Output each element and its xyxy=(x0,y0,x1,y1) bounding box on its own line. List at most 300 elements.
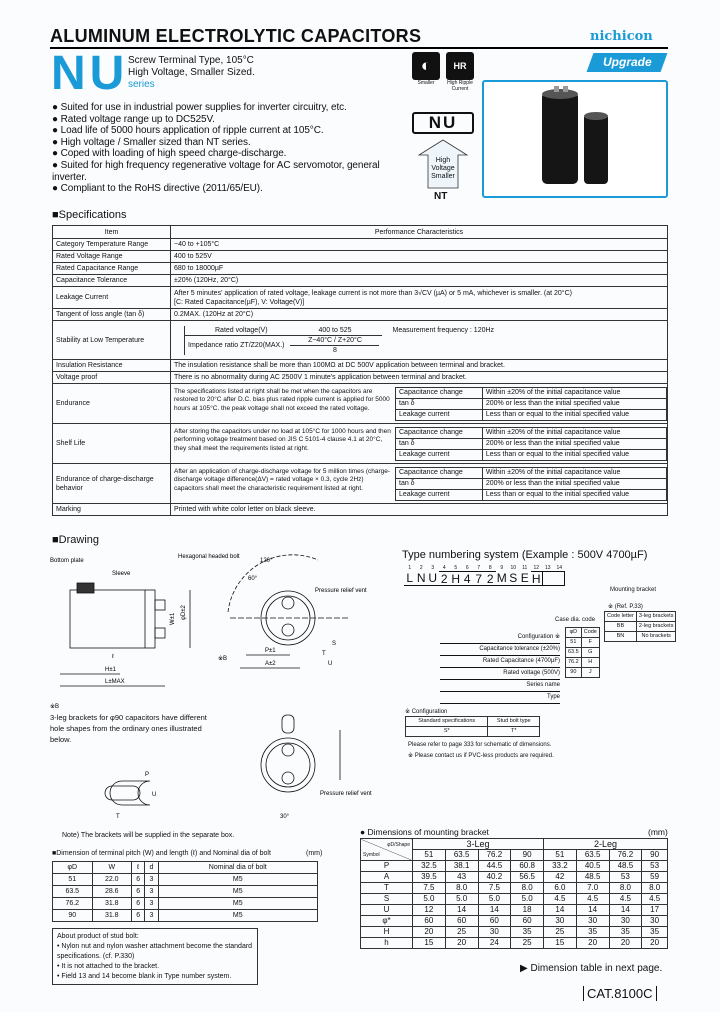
terminal-head-row xyxy=(53,862,318,874)
ell-label: ℓ xyxy=(112,654,114,660)
criteria-name: Capacitance change xyxy=(396,467,483,478)
code-field-label: Rated voltage (500V) xyxy=(440,668,560,680)
criteria-value: Within ±20% of the initial capacitance value xyxy=(482,467,666,478)
bracket-cell: 48.5 xyxy=(609,861,642,872)
bracket-code-cell: No brackets xyxy=(636,632,676,642)
dia-cell: 63.5 xyxy=(576,850,609,861)
code-field-label: Configuration ※ xyxy=(440,632,560,644)
case-cell: H xyxy=(581,658,599,668)
bracket-cell: 43 xyxy=(445,872,478,883)
criteria-name: tan δ xyxy=(396,398,483,409)
bracket-row xyxy=(361,927,668,938)
diameter-label: φD±2 xyxy=(181,605,187,620)
bullet-icon: ● xyxy=(52,136,61,148)
terminal-cell: 6 xyxy=(132,898,145,910)
terminal-cell: 63.5 xyxy=(53,886,93,898)
criteria-name: tan δ xyxy=(396,478,483,489)
bracket-cell: 4.5 xyxy=(609,894,642,905)
code-position xyxy=(450,565,462,586)
bracket-code-row xyxy=(605,632,676,642)
bracket-cell: 56.5 xyxy=(511,872,544,883)
impedance-table xyxy=(184,326,382,355)
row-label: Endurance of charge-discharge behavior xyxy=(53,464,171,504)
bracket-row xyxy=(361,905,668,916)
terminal-cell: 28.6 xyxy=(92,886,132,898)
vent-label: Pressure relief vent xyxy=(315,588,367,594)
code-field-label: Rated Capacitance (4700µF) xyxy=(440,656,560,668)
symbol-cell: T xyxy=(361,883,413,894)
bracket-code-cell: 2-leg brackets xyxy=(636,622,676,632)
ref-label: ※ (Ref. P.33) xyxy=(608,604,643,610)
terminal-head: W xyxy=(92,862,132,874)
row-value: 0.2MAX. (120Hz at 20°C) xyxy=(171,309,668,321)
terminal-cell: 51 xyxy=(53,874,93,886)
criteria-name: Capacitance change xyxy=(396,387,483,398)
bracket-cell: 35 xyxy=(511,927,544,938)
symbol-cell: U xyxy=(361,905,413,916)
row-label: Marking xyxy=(53,504,171,516)
bracket-cell: 25 xyxy=(511,938,544,949)
bracket-cell: 32.5 xyxy=(413,861,446,872)
code-position xyxy=(427,565,439,586)
criteria-value: Less than or equal to the initial specified value xyxy=(482,489,666,500)
row-label: Tangent of loss angle (tan δ) xyxy=(53,309,171,321)
config-value: S* xyxy=(406,727,488,737)
position-number: 14 xyxy=(556,565,563,571)
position-number: 9 xyxy=(500,565,504,571)
terminal-cell: 31.8 xyxy=(92,898,132,910)
row-value: There is no abnormality during AC 2500V 1 minute's application between terminal and bracket. xyxy=(171,372,668,384)
l-label: L±MAX xyxy=(105,679,125,685)
bracket-code-table xyxy=(604,611,676,642)
leg-group: 3-Leg xyxy=(413,839,544,850)
position-number: 2 xyxy=(419,565,423,571)
position-number: 3 xyxy=(431,565,435,571)
code-position xyxy=(473,565,485,586)
code-letter: H xyxy=(451,572,461,586)
bracket-cell: 5.0 xyxy=(445,894,478,905)
row-label: Capacitance Tolerance xyxy=(53,275,171,287)
terminal-row xyxy=(53,910,318,922)
row-value: Printed with white color letter on black sleeve. xyxy=(171,504,668,516)
code-letter: M xyxy=(496,571,507,585)
terminal-cell: M5 xyxy=(158,910,317,922)
position-number: 11 xyxy=(522,565,528,571)
icon-caption: High Ripple Current xyxy=(447,80,473,92)
terminal-cell: 6 xyxy=(132,874,145,886)
criteria-row xyxy=(396,467,667,478)
series-word: series xyxy=(128,79,155,90)
bracket-cell: 4.5 xyxy=(576,894,609,905)
criteria-value: Less than or equal to the initial specified value xyxy=(482,449,666,460)
nu-box: NU xyxy=(412,112,474,134)
row-label: Rated Voltage Range xyxy=(53,251,171,263)
code-letter: 2 xyxy=(485,571,497,586)
criteria-row xyxy=(396,489,667,500)
terminal-table xyxy=(52,861,318,922)
h-label: H±1 xyxy=(105,667,116,673)
feature-item xyxy=(52,125,404,137)
criteria-name: Capacitance change xyxy=(396,427,483,438)
bracket-cell: 5.0 xyxy=(413,894,446,905)
criteria-name: Leakage current xyxy=(396,489,483,500)
feature-icons xyxy=(412,52,474,92)
feature-text: High voltage / Smaller sized than NT series. xyxy=(60,136,251,148)
title-rule xyxy=(50,47,668,49)
terminal-row xyxy=(53,886,318,898)
catalog-number: CAT.8100C xyxy=(583,986,657,1001)
t-label: T xyxy=(322,651,326,657)
position-number: 6 xyxy=(465,565,469,571)
bracket-code-cell: Code letter xyxy=(605,612,637,622)
impedance-label: Impedance ratio ZT/Z20(MAX.) xyxy=(185,335,288,355)
stud-bolt-note xyxy=(52,928,258,985)
product-photo xyxy=(482,80,668,198)
bracket-cell: 35 xyxy=(642,927,668,938)
feature-text: Compliant to the RoHS directive (2011/65/EU). xyxy=(60,183,263,195)
criteria-name: Leakage current xyxy=(396,449,483,460)
terminal-head: Nominal dia of bolt xyxy=(158,862,317,874)
position-number: 4 xyxy=(442,565,446,571)
terminal-cell: 3 xyxy=(145,886,158,898)
bracket-cell: 30 xyxy=(478,927,511,938)
bracket-cell: 25 xyxy=(445,927,478,938)
row-label: Leakage Current xyxy=(53,287,171,309)
row-value: The insulation resistance shall be more than 100MΩ at DC 500V application between terminal and bracket. xyxy=(171,360,668,372)
terminal-cell: M5 xyxy=(158,898,317,910)
bracket-row xyxy=(361,861,668,872)
corner-bottom: Symbol xyxy=(363,851,380,858)
feature-text: Rated voltage range up to DC525V. xyxy=(60,113,215,125)
dimension-drawing xyxy=(50,550,390,830)
code-letter: 7 xyxy=(473,571,485,586)
feature-item xyxy=(52,114,404,126)
code-letter: L xyxy=(404,571,416,586)
bracket-cell: 33.2 xyxy=(544,861,577,872)
bracket-unit: (mm) xyxy=(648,827,668,837)
bracket-cell: 5.0 xyxy=(511,894,544,905)
code-position xyxy=(531,565,543,586)
position-number: 7 xyxy=(477,565,481,571)
bracket-cell: 42 xyxy=(544,872,577,883)
row-value: −40 to +105°C xyxy=(171,239,668,251)
bracket-cell: 7.0 xyxy=(576,883,609,894)
spec-row-shelf xyxy=(53,424,668,464)
icon-caption: Smaller xyxy=(417,80,435,86)
header-perf: Performance Characteristics xyxy=(171,226,668,239)
type-number-labels xyxy=(440,632,560,704)
bracket-cell: 20 xyxy=(445,938,478,949)
a-label: A±2 xyxy=(265,661,276,667)
smaller-icon: ◐ xyxy=(412,52,440,80)
criteria-table xyxy=(395,387,667,421)
code-position xyxy=(416,565,428,586)
bracket-cell: 59 xyxy=(642,872,668,883)
terminal-head: ℓ xyxy=(132,862,145,874)
row-value: 680 to 18000µF xyxy=(171,263,668,275)
code-field-label: Series name xyxy=(440,680,560,692)
code-letter: 2 xyxy=(439,571,451,586)
criteria-row xyxy=(396,438,667,449)
terminal-cell: 3 xyxy=(145,898,158,910)
feature-item xyxy=(52,148,404,160)
dia-cell: 63.5 xyxy=(445,850,478,861)
feature-item xyxy=(52,102,404,114)
code-position xyxy=(554,565,566,586)
criteria-row xyxy=(396,398,667,409)
series-code: NU xyxy=(51,47,129,100)
terminal-cell: 6 xyxy=(132,910,145,922)
row-label: Category Temperature Range xyxy=(53,239,171,251)
bracket-cell: 25 xyxy=(544,927,577,938)
terminal-cell: 3 xyxy=(145,910,158,922)
dia-cell: 76.2 xyxy=(478,850,511,861)
row-label: Shelf Life xyxy=(53,424,171,464)
ratio-value: 8 xyxy=(333,346,337,354)
condition-text: After storing the capacitors under no load at 105°C for 1000 hours and then performing voltage treatment based on JIS C 5101-4 clause 4.1 at 20°C, they shall meet the requirements listed at right. xyxy=(174,427,391,452)
criteria-wrap xyxy=(171,467,667,501)
terminal-row xyxy=(53,874,318,886)
code-position xyxy=(439,565,451,586)
symbol-cell: S xyxy=(361,894,413,905)
code-field-label: Capacitance tolerance (±20%) xyxy=(440,644,560,656)
bracket-cell: 44.5 xyxy=(478,861,511,872)
upgrade-label: Upgrade xyxy=(602,55,652,69)
case-row xyxy=(566,648,600,658)
rated-voltage-value: 400 to 525 xyxy=(287,326,382,336)
header-item: Item xyxy=(53,226,171,239)
about-line: About product of stud bolt: xyxy=(57,933,139,940)
config-table xyxy=(405,716,540,737)
angle-120-label: 120° xyxy=(260,558,273,564)
upgrade-arrow xyxy=(418,139,468,189)
symbol-cell: P xyxy=(361,861,413,872)
bracket-cell: 20 xyxy=(609,938,642,949)
code-position xyxy=(519,565,531,586)
code-position xyxy=(404,565,416,586)
corner-cell xyxy=(361,839,413,861)
config-head: Standard specifications xyxy=(406,717,488,727)
bracket-cell: 15 xyxy=(413,938,446,949)
feature-item xyxy=(52,183,404,195)
bracket-cell: 60 xyxy=(445,916,478,927)
bracket-cell: 6.0 xyxy=(544,883,577,894)
symbol-cell: h xyxy=(361,938,413,949)
spec-row-endurance xyxy=(53,384,668,424)
position-number: 10 xyxy=(510,565,517,571)
bracket-cell: 30 xyxy=(576,916,609,927)
case-cell: F xyxy=(581,638,599,648)
bracket-cell: 24 xyxy=(478,938,511,949)
criteria-row xyxy=(396,478,667,489)
about-line: • Nylon nut and nylon washer attachment become the standard specifications. (cf. P.330) xyxy=(57,943,253,960)
case-row xyxy=(566,668,600,678)
note-mark: ※B xyxy=(50,704,60,710)
bracket-row xyxy=(361,894,668,905)
case-cell: 51 xyxy=(566,638,582,648)
code-position xyxy=(496,565,508,586)
bracket-cell: 17 xyxy=(642,905,668,916)
code-position xyxy=(542,565,554,586)
bracket-cell: 8.0 xyxy=(609,883,642,894)
bracket-cell: 8.0 xyxy=(642,883,668,894)
bracket-cell: 20 xyxy=(642,938,668,949)
code-letter: 4 xyxy=(462,571,474,586)
code-letter: N xyxy=(416,571,426,585)
bracket-cell: 35 xyxy=(576,927,609,938)
u-label: U xyxy=(328,661,333,667)
bracket-cell: 5.0 xyxy=(478,894,511,905)
terminal-cell: 76.2 xyxy=(53,898,93,910)
bracket-code-cell: BB xyxy=(605,622,637,632)
bracket-cell: 40.5 xyxy=(576,861,609,872)
bracket-cell: 4.5 xyxy=(544,894,577,905)
terminal-cell: 3 xyxy=(145,874,158,886)
bullet-icon: ● xyxy=(52,113,61,125)
bracket-cell: 35 xyxy=(609,927,642,938)
page-title: ALUMINUM ELECTROLYTIC CAPACITORS xyxy=(50,26,422,46)
code-position xyxy=(508,565,520,586)
case-dia-table xyxy=(565,627,600,678)
bracket-row xyxy=(361,938,668,949)
feature-text: Coped with loading of high speed charge-discharge. xyxy=(60,148,287,160)
feature-item xyxy=(52,160,404,183)
terminal-cell: 22.0 xyxy=(92,874,132,886)
dia-cell: 90 xyxy=(511,850,544,861)
temp-ratio: Z−40°C / Z+20°C xyxy=(290,336,379,346)
bracket-cell: 7.5 xyxy=(478,883,511,894)
criteria-name: Leakage current xyxy=(396,409,483,420)
bracket-table xyxy=(360,838,668,949)
feature-text: Load life of 5000 hours application of ripple current at 105°C. xyxy=(60,125,324,137)
high-ripple-icon: HR xyxy=(446,52,474,80)
bracket-cell: 18 xyxy=(511,905,544,916)
code-letter: U xyxy=(428,571,438,585)
terminal-head: φD xyxy=(53,862,93,874)
bullet-icon: ● xyxy=(52,102,61,113)
code-letter xyxy=(554,571,566,586)
bracket-cell: 30 xyxy=(609,916,642,927)
bracket-cell: 60.8 xyxy=(511,861,544,872)
bracket-cell: 7.5 xyxy=(413,883,446,894)
bullet-icon: ● xyxy=(52,125,61,137)
code-position xyxy=(485,565,497,586)
bracket-cell: 30 xyxy=(642,916,668,927)
bracket-cell: 8.0 xyxy=(445,883,478,894)
code-letter: E xyxy=(520,571,529,585)
criteria-value: 200% or less than the initial specified value xyxy=(482,398,666,409)
bullet-icon: ● xyxy=(52,159,61,171)
bracket-cell: 30 xyxy=(544,916,577,927)
position-number: 12 xyxy=(533,565,540,571)
b-label: ※B xyxy=(218,656,228,662)
measurement-frequency: Measurement frequency : 120Hz xyxy=(392,326,495,334)
code-position xyxy=(462,565,474,586)
case-cell: J xyxy=(581,668,599,678)
series-subtitle xyxy=(128,55,255,91)
row-label: Endurance xyxy=(53,384,171,424)
hole-u-label: U xyxy=(152,792,157,798)
about-line: • It is not attached to the bracket. xyxy=(57,963,160,970)
terminal-title: ■Dimension of terminal pitch (W) and length (ℓ) and Nominal dia of bolt xyxy=(52,850,271,857)
row-label: Stability at Low Temperature xyxy=(53,321,171,360)
upgrade-badge xyxy=(587,53,668,72)
criteria-wrap xyxy=(171,427,667,461)
bullet-icon: ● xyxy=(52,183,61,195)
bracket-cell: 14 xyxy=(445,905,478,916)
hole-p-label: P xyxy=(145,772,150,778)
bracket-code-row xyxy=(605,622,676,632)
criteria-value: 200% or less than the initial specified value xyxy=(482,438,666,449)
bracket-cell: 60 xyxy=(478,916,511,927)
case-head: φD xyxy=(566,628,582,638)
condition-text: After an application of charge-discharge voltage for 5 million times (charge-discharge voltage difference(ΔV) = rated voltage × 0.3, cycle 2Hz) capacitors shall meet the characteristic requirement listed at right. xyxy=(174,467,391,492)
terminal-cell: M5 xyxy=(158,874,317,886)
bracket-cell: 60 xyxy=(511,916,544,927)
bracket-cell: 38.1 xyxy=(445,861,478,872)
type-number-code xyxy=(404,565,565,586)
bracket-cell: 8.0 xyxy=(511,883,544,894)
typenum-note: ※ Please contact us if PVC-less products are required. xyxy=(408,753,554,759)
bracket-cell: 14 xyxy=(609,905,642,916)
mounting-label: Mounting bracket xyxy=(610,587,657,593)
case-row xyxy=(566,658,600,668)
p-label: P±1 xyxy=(265,648,276,654)
row-label: Voltage proof xyxy=(53,372,171,384)
case-cell: G xyxy=(581,648,599,658)
house-text: High Voltage Smaller xyxy=(431,157,455,180)
angle-30-label: 30° xyxy=(280,814,290,820)
row-value: ±20% (120Hz, 20°C) xyxy=(171,275,668,287)
criteria-value: 200% or less than the initial specified value xyxy=(482,478,666,489)
code-letter xyxy=(542,571,554,586)
bracket-cell: 20 xyxy=(413,927,446,938)
bracket-cell: 48.5 xyxy=(576,872,609,883)
criteria-name: tan δ xyxy=(396,438,483,449)
bracket-row xyxy=(361,883,668,894)
next-page-note: ▶ Dimension table in next page. xyxy=(520,963,663,974)
leakage-note: [C: Rated Capacitance(µF), V: Voltage(V)] xyxy=(174,298,305,306)
symbol-cell: H xyxy=(361,927,413,938)
code-field-label: Type xyxy=(440,692,560,704)
position-number: 8 xyxy=(488,565,492,571)
capacitor-image xyxy=(484,82,666,196)
terminal-row xyxy=(53,898,318,910)
criteria-value: Within ±20% of the initial capacitance value xyxy=(482,387,666,398)
angle-60-label: 60° xyxy=(248,576,258,582)
config-title: ※ Configuration xyxy=(405,709,448,715)
bracket-cell: 53 xyxy=(609,872,642,883)
case-cell: 76.2 xyxy=(566,658,582,668)
criteria-cell xyxy=(171,424,668,464)
terminal-cell: M5 xyxy=(158,886,317,898)
bottom-plate-label: Bottom plate xyxy=(50,558,84,564)
case-cell: 63.5 xyxy=(566,648,582,658)
terminal-head: d xyxy=(145,862,158,874)
bracket-cell: 60 xyxy=(413,916,446,927)
criteria-row xyxy=(396,427,667,438)
subtitle-line: High Voltage, Smaller Sized. xyxy=(128,67,255,78)
dia-cell: 51 xyxy=(413,850,446,861)
condition-text: The specifications listed at right shall be met when the capacitors are restored to 20°C after D.C. bias plus rated ripple current is applied for 5000 hours at 105°C. the peak voltage shall not exceed the rated voltage. xyxy=(174,387,390,412)
bracket-code-row xyxy=(605,612,676,622)
code-letter: S xyxy=(509,571,518,585)
row-label: Insulation Resistance xyxy=(53,360,171,372)
drawing-heading: ■Drawing xyxy=(52,534,99,546)
bracket-cell: 39.5 xyxy=(413,872,446,883)
criteria-row xyxy=(396,409,667,420)
terminal-cell: 31.8 xyxy=(92,910,132,922)
